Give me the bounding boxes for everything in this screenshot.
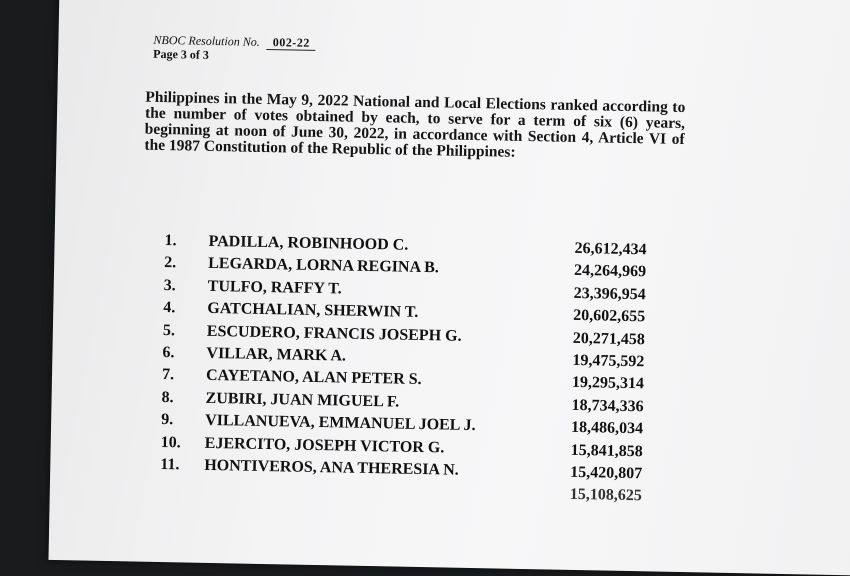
- vote-count: 19,295,314: [571, 374, 645, 393]
- vote-count: 18,486,034: [570, 419, 644, 438]
- vote-count: 15,420,807: [570, 463, 643, 483]
- vote-count: 19,475,592: [572, 351, 645, 371]
- vote-count: 23,396,954: [573, 284, 646, 304]
- page-indicator: Page 3 of 3: [153, 46, 209, 62]
- candidate-name: VILLAR, MARK A.: [206, 344, 347, 365]
- rank-number: 7.: [161, 366, 175, 384]
- rank-number: 2.: [164, 254, 177, 272]
- vote-count: 24,264,969: [573, 262, 647, 281]
- candidate-name: LEGARDA, LORNA REGINA B.: [208, 255, 440, 277]
- resolution-number: 002-22: [267, 36, 316, 51]
- document-header: [153, 34, 316, 64]
- vote-count: 18,734,336: [571, 396, 644, 416]
- candidate-name: CAYETANO, ALAN PETER S.: [205, 367, 422, 389]
- resolution-label: NBOC Resolution No.: [153, 32, 260, 49]
- body-paragraph: Philippines in the May 9, 2022 National and Local Elections ranked according to the number of votes obtained by each, to serve for a term of six (6) years, beginning at noon of June 30, 2022, in accordance with Section 4, Article VI of the 1987 Constitution of the Republic of the Philippines:: [144, 88, 686, 161]
- candidate-name: ESCUDERO, FRANCIS JOSEPH G.: [206, 322, 462, 345]
- candidate-name: PADILLA, ROBINHOOD C.: [208, 232, 409, 254]
- rank-number: 8.: [161, 388, 174, 406]
- candidate-name: HONTIVEROS, ANA THERESIA N.: [204, 456, 459, 479]
- rank-number: 10.: [160, 433, 181, 451]
- rank-number: 1.: [164, 232, 177, 250]
- rank-number: 5.: [162, 321, 176, 339]
- document-page: [48, 0, 850, 576]
- senator-ranking-list: [160, 232, 685, 511]
- candidate-name: GATCHALIAN, SHERWIN T.: [207, 300, 419, 322]
- candidate-name: ZUBIRI, JUAN MIGUEL F.: [205, 389, 400, 411]
- candidate-name: VILLANUEVA, EMMANUEL JOEL J.: [205, 411, 476, 435]
- candidate-name: TULFO, RAFFY T.: [207, 277, 342, 298]
- rank-number: 4.: [163, 299, 176, 317]
- vote-count: 26,612,434: [574, 239, 647, 259]
- vote-count: 15,108,625: [569, 486, 642, 505]
- vote-count: 20,271,458: [572, 329, 645, 348]
- rank-number: 3.: [163, 276, 176, 295]
- rank-number: 6.: [162, 343, 175, 362]
- rank-number: 11.: [160, 455, 180, 474]
- vote-count: 20,602,655: [573, 307, 646, 326]
- vote-count: 15,841,858: [570, 441, 643, 460]
- candidate-name: EJERCITO, JOSEPH VICTOR G.: [204, 434, 445, 456]
- rank-number: 9.: [161, 411, 174, 429]
